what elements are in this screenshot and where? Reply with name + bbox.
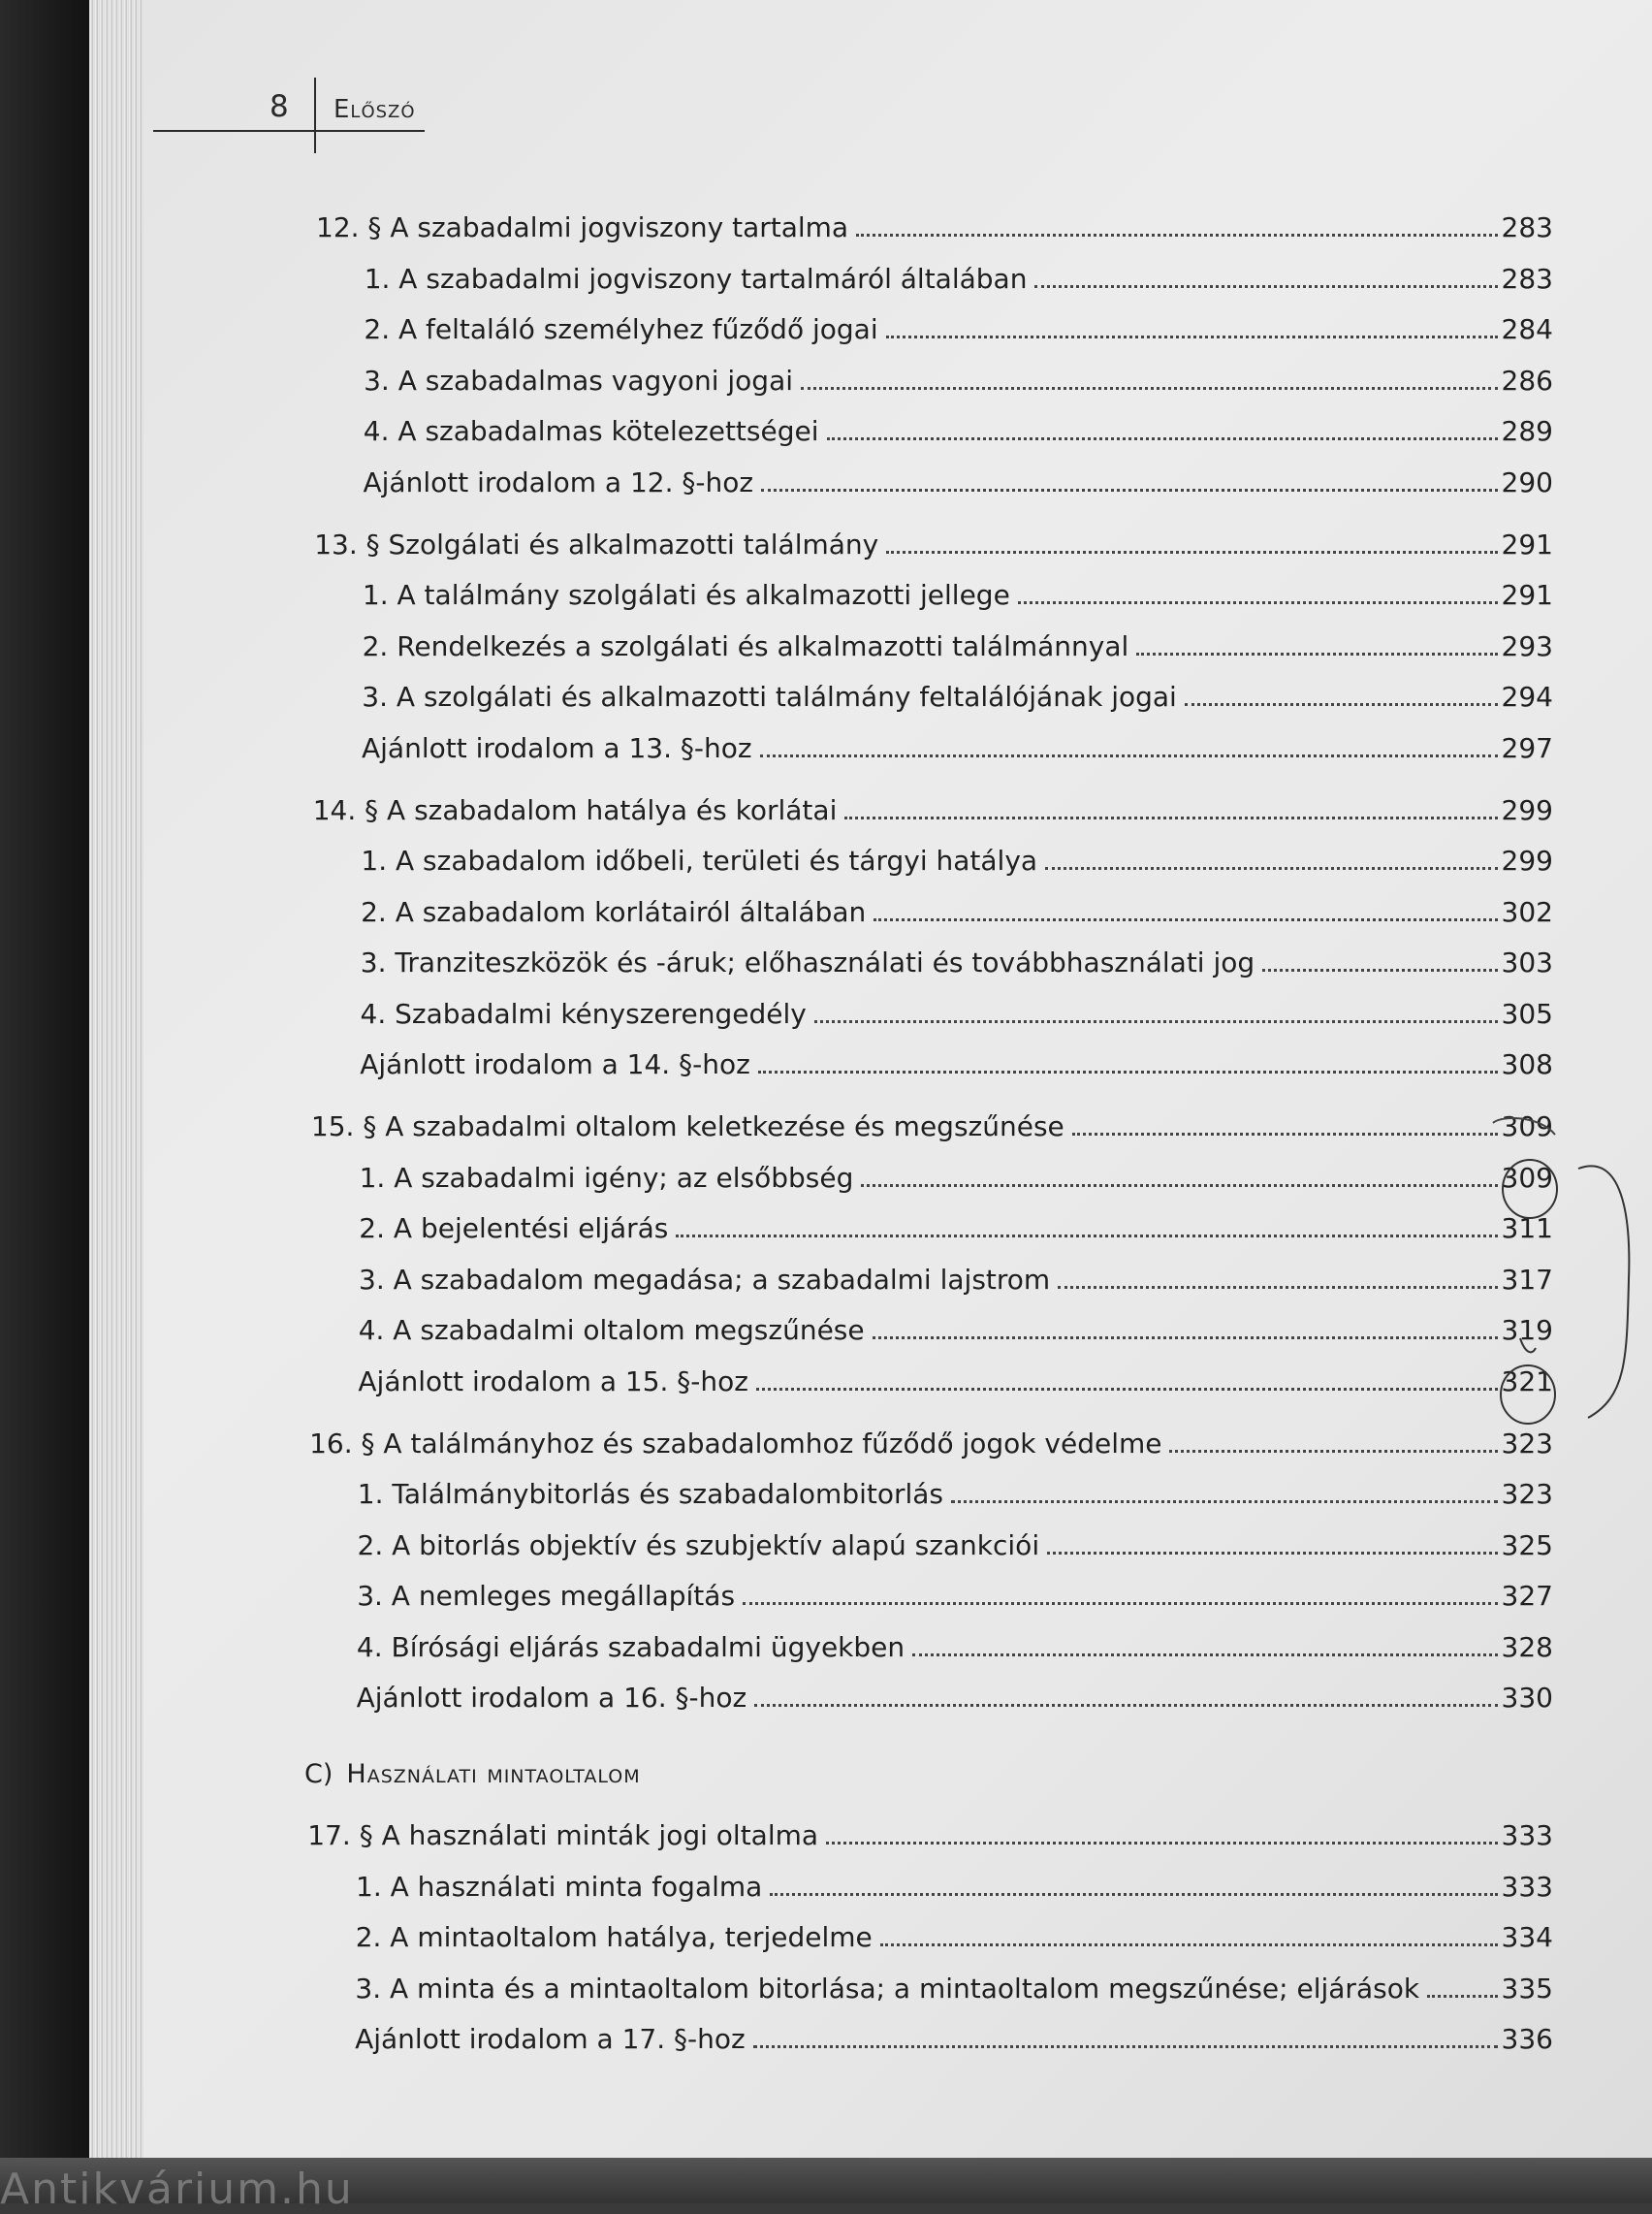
toc-entry-title: 2. A bitorlás objektív és szubjektív alapú szankciói	[357, 1528, 1040, 1561]
toc-entry-title: 12. § A szabadalmi jogviszony tartalma	[316, 211, 849, 243]
toc-entry-title: 4. A szabadalmi oltalom megszűnése	[358, 1314, 865, 1346]
watermark: Antikvárium.hu	[0, 2165, 354, 2214]
toc-page-number: 303	[1501, 947, 1553, 979]
toc-page-number: 293	[1501, 629, 1553, 662]
toc-page-number: 325	[1501, 1528, 1553, 1561]
toc-entry-title: Ajánlott irodalom a 13. §-hoz	[362, 731, 752, 764]
toc-page-number: 283	[1501, 262, 1553, 295]
toc-entry-title: 1. A találmány szolgálati és alkalmazotti jellege	[362, 579, 1010, 611]
toc-entry-title: 15. § A szabadalmi oltalom keletkezése és megszűnése	[310, 1110, 1064, 1142]
toc-entry-title: 16. § A találmányhoz és szabadalomhoz fűződő jogok védelme	[309, 1427, 1162, 1460]
book-spine-shadow	[0, 0, 97, 2203]
toc-entry-title: 3. A nemleges megállapítás	[357, 1580, 736, 1612]
toc-entry-title: 14. § A szabadalom hatálya és korlátai	[312, 793, 838, 826]
running-header: Előszó	[334, 95, 416, 124]
toc-page-number: 333	[1501, 1819, 1553, 1851]
toc-entry-title: 2. A szabadalom korlátairól általában	[361, 895, 867, 928]
toc-page-number: 291	[1501, 528, 1553, 561]
toc-entry-title: 4. Bírósági eljárás szabadalmi ügyekben	[356, 1630, 905, 1663]
toc-page-number: 284	[1501, 313, 1553, 345]
toc-page-number: 309	[1501, 1110, 1553, 1142]
toc-page-number: 283	[1501, 211, 1553, 243]
toc-page-number: 291	[1501, 579, 1553, 611]
toc-page-number: 321	[1501, 1364, 1553, 1397]
toc-entry-title: 3. A szabadalom megadása; a szabadalmi lajstrom	[359, 1263, 1051, 1296]
toc-page-number: 317	[1501, 1263, 1553, 1296]
page-edges	[89, 0, 147, 2203]
section-title: Használati mintaoltalom	[346, 1759, 641, 1789]
pen-circle-321	[1501, 1365, 1555, 1424]
toc-entry-title: Ajánlott irodalom a 12. §-hoz	[363, 465, 754, 498]
toc-entry-title: 3. A szolgálati és alkalmazotti találmány feltalálójának jogai	[362, 681, 1177, 713]
toc-page-number: 290	[1501, 465, 1553, 498]
toc-page-number: 297	[1501, 731, 1553, 764]
toc-entry-title: 4. A szabadalmas kötelezettségei	[363, 415, 819, 447]
toc-entry-title: 17. § A használati minták jogi oltalma	[307, 1819, 819, 1851]
toc-entry-title: Ajánlott irodalom a 14. §-hoz	[360, 1048, 750, 1080]
toc-entry-title: 13. § Szolgálati és alkalmazotti találmány	[314, 528, 879, 561]
toc-page-number: 305	[1501, 997, 1553, 1030]
toc-entry-title: 3. Tranziteszközök és -áruk; előhasználati és továbbhasználati jog	[360, 947, 1255, 979]
book-page	[143, 0, 1652, 2161]
toc-page-number: 336	[1501, 2023, 1553, 2055]
toc-page-number: 327	[1501, 1580, 1553, 1612]
toc-page-number: 323	[1501, 1478, 1553, 1510]
pen-mark-309	[1493, 1118, 1555, 1135]
toc-entry-title: Ajánlott irodalom a 16. §-hoz	[356, 1682, 747, 1714]
toc-page-number: 309	[1501, 1161, 1553, 1194]
toc-entry-title: Ajánlott irodalom a 15. §-hoz	[358, 1364, 748, 1397]
handwritten-annotations	[143, 0, 1652, 2161]
section-letter: C)	[304, 1759, 334, 1789]
toc-page-number: 311	[1501, 1212, 1553, 1244]
toc-entry-title: 2. Rendelkezés a szolgálati és alkalmazotti találmánnyal	[362, 629, 1129, 662]
toc-entry-title: 2. A bejelentési eljárás	[359, 1212, 669, 1244]
pen-circle-309	[1503, 1160, 1557, 1218]
toc-entry-title: 4. Szabadalmi kényszerengedély	[360, 997, 807, 1030]
toc-entry-title: 1. A szabadalom időbeli, területi és tárgyi hatálya	[361, 845, 1038, 877]
toc-page-number: 294	[1501, 681, 1553, 713]
toc-page-number: 335	[1501, 1972, 1553, 2005]
toc-page-number: 299	[1501, 793, 1553, 826]
page-number: 8	[270, 89, 289, 124]
toc-entry-title: 1. A használati minta fogalma	[356, 1870, 763, 1903]
toc-entry-title: 1. A szabadalmi jogviszony tartalmáról általában	[364, 262, 1028, 295]
toc-entry-title: 2. A mintaoltalom hatálya, terjedelme	[355, 1921, 873, 1953]
toc-entry-title: 3. A minta és a mintaoltalom bitorlása; a mintaoltalom megszűnése; eljárások	[355, 1972, 1420, 2005]
toc-page-number: 328	[1501, 1630, 1553, 1663]
pen-mark-319	[1520, 1338, 1536, 1352]
toc-page-number: 330	[1501, 1682, 1553, 1714]
toc-page-number: 302	[1501, 895, 1553, 928]
toc-page-number: 334	[1501, 1921, 1553, 1953]
toc-page-number: 289	[1501, 415, 1553, 447]
toc-page-number: 308	[1501, 1048, 1553, 1080]
toc-page-number: 286	[1501, 364, 1553, 397]
toc-page-number: 319	[1501, 1314, 1553, 1346]
toc-entry-title: 2. A feltaláló személyhez fűződő jogai	[364, 313, 878, 345]
toc-page-number: 323	[1501, 1427, 1553, 1460]
toc-page-number: 299	[1501, 845, 1553, 877]
pen-bracket	[1578, 1166, 1629, 1418]
toc-entry-title: 1. Találmánybitorlás és szabadalombitorlás	[357, 1478, 944, 1510]
toc-page-number: 333	[1501, 1870, 1553, 1903]
toc-entry-title: 1. A szabadalmi igény; az elsőbbség	[359, 1161, 854, 1194]
toc-entry-title: 3. A szabadalmas vagyoni jogai	[364, 364, 794, 397]
toc-entry-title: Ajánlott irodalom a 17. §-hoz	[355, 2023, 746, 2055]
